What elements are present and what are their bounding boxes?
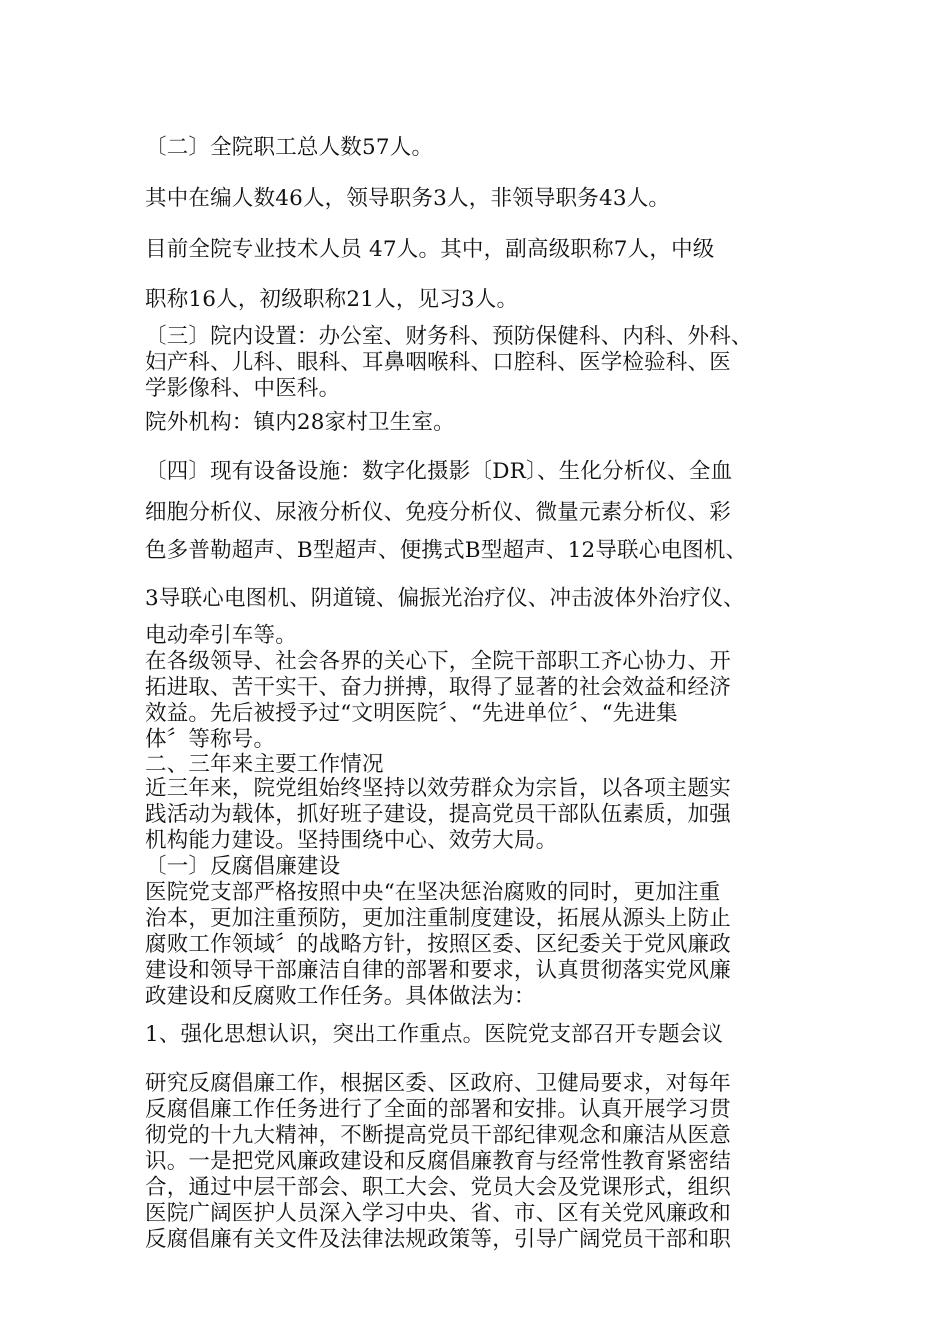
text-line: 政建设和反腐败工作任务。具体做法为： [145,984,536,1009]
text-line: 研究反腐倡廉工作，根据区委、区政府、卫健局要求，对每年 [145,1071,731,1096]
text-line: 治本，更加注重预防，更加注重制度建设，拓展从源头上防止 [145,906,731,931]
text-line: 在各级领导、社会各界的关心下，全院干部职工齐心协力、开 [145,649,731,674]
section-heading: 二、三年来主要工作情况 [145,752,384,777]
text-line: 反腐倡廉工作任务进行了全面的部署和安排。认真开展学习贯 [145,1097,731,1122]
text-line: 目前全院专业技术人员 47人。其中，副高级职称7人，中级 [145,237,715,262]
subsection-heading: 〔一〕反腐倡廉建设 [145,854,341,879]
text-line: 体〞等称号。 [145,727,276,752]
text-line: 色多普勒超声、B型超声、便携式B型超声、12导联心电图机、 [145,538,748,563]
text-line: 妇产科、儿科、眼科、耳鼻咽喉科、口腔科、医学检验科、医 [145,350,731,375]
text-line: 识。一是把党风廉政建设和反腐倡廉教育与经常性教育紧密结 [145,1149,731,1174]
text-line: 近三年来，院党组始终坚持以效劳群众为宗旨，以各项主题实 [145,776,731,801]
text-line: 拓进取、苦干实干、奋力拼搏，取得了显著的社会效益和经济 [145,675,731,700]
text-line: 〔三〕院内设置：办公室、财务科、预防保健科、内科、外科、 [145,324,753,349]
text-line: 1、强化思想认识，突出工作重点。医院党支部召开专题会议 [145,1022,724,1047]
text-line: 医院广阔医护人员深入学习中央、省、市、区有关党风廉政和 [145,1201,731,1226]
text-line: 〔四〕现有设备设施：数字化摄影〔DR〕、生化分析仪、全血 [145,459,733,484]
text-line: 建设和领导干部廉洁自律的部署和要求，认真贯彻落实党风廉 [145,958,731,983]
text-line: 〔二〕全院职工总人数57人。 [145,135,434,160]
text-line: 机构能力建设。坚持围绕中心、效劳大局。 [145,828,558,853]
text-line: 合，通过中层干部会、职工大会、党员大会及党课形式，组织 [145,1175,731,1200]
text-line: 医院党支部严格按照中央“在坚决惩治腐败的同时，更加注重 [145,880,721,905]
text-line: 其中在编人数46人，领导职务3人，非领导职务43人。 [145,186,671,211]
text-line: 反腐倡廉有关文件及法律法规政策等，引导广阔党员干部和职 [145,1227,731,1252]
text-line: 效益。先后被授予过“文明医院〞、“先进单位〞、“先进集 [145,701,678,726]
text-line: 院外机构：镇内28家村卫生室。 [145,410,455,435]
text-line: 腐败工作领域〞的战略方针，按照区委、区纪委关于党风廉政 [145,932,731,957]
text-line: 彻党的十九大精神，不断提高党员干部纪律观念和廉洁从医意 [145,1123,731,1148]
text-line: 学影像科、中医科。 [145,376,341,401]
text-line: 电动牵引车等。 [145,623,297,648]
text-line: 践活动为载体，抓好班子建设，提高党员干部队伍素质，加强 [145,802,731,827]
text-line: 细胞分析仪、尿液分析仪、免疫分析仪、微量元素分析仪、彩 [145,500,731,525]
text-line: 职称16人，初级职称21人，见习3人。 [145,287,519,312]
text-line: 3导联心电图机、阴道镜、偏振光治疗仪、冲击波体外治疗仪、 [145,586,745,611]
